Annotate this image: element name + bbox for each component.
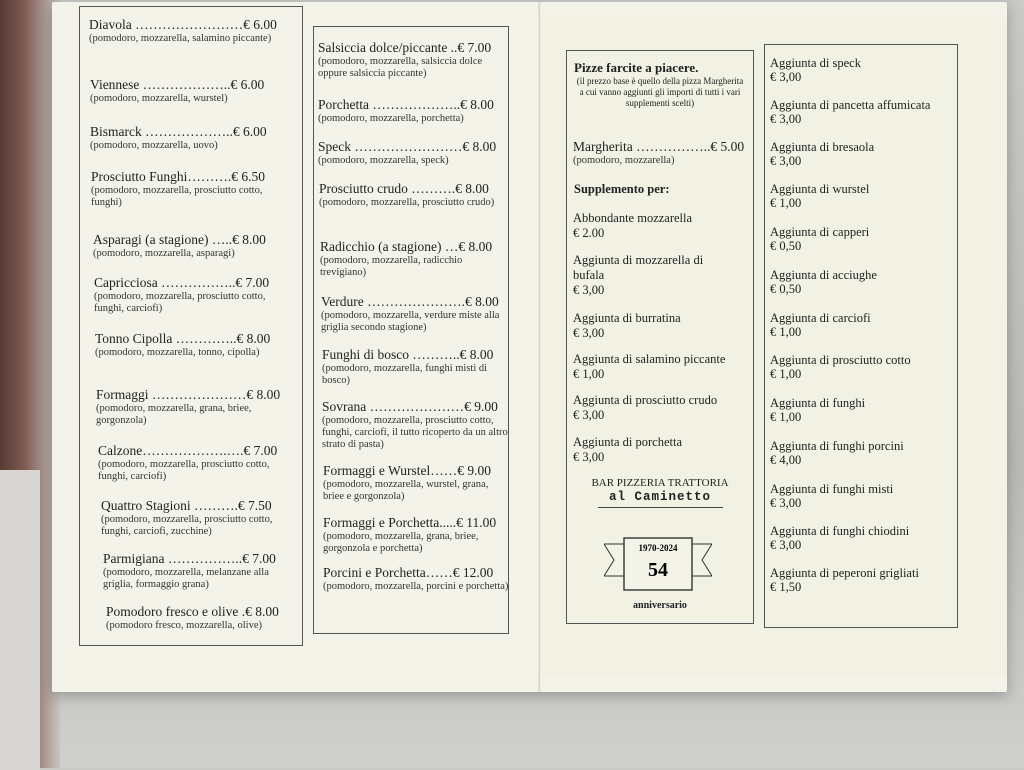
menu-item-name: Radicchio (a stagione) …€ 8.00 (320, 239, 493, 254)
addon-price: € 3,00 (770, 496, 802, 510)
menu-item (323, 515, 509, 555)
menu-item-desc: (pomodoro, mozzarella, melanzane alla griglia, formaggio grana) (103, 567, 269, 590)
addon-item (770, 182, 869, 210)
supplement-item (573, 253, 723, 298)
menu-item-name: Viennese ………………..€ 6.00 (90, 77, 265, 92)
menu-item-desc: (pomodoro, mozzarella, prosciutto cotto, funghi, carciofi, il tutto ricoperto da un altro strato di pasta) (322, 415, 508, 450)
supplement-name: Aggiunta di salamino piccante (573, 352, 726, 366)
addon-price: € 0,50 (770, 282, 802, 296)
menu-item-name: Diavola ……………………€ 6.00 (89, 17, 277, 32)
menu-item (319, 181, 505, 209)
addon-price: € 3,00 (770, 70, 802, 84)
menu-item (106, 604, 298, 632)
menu-item-desc: (pomodoro, mozzarella, verdure miste alla griglia secondo stagione) (321, 310, 500, 333)
menu-item-name: Tonno Cipolla …………..€ 8.00 (95, 331, 271, 346)
addon-name: Aggiunta di prosciutto cotto (770, 353, 911, 367)
menu-item (95, 331, 295, 359)
addon-name: Aggiunta di bresaola (770, 140, 875, 154)
addon-item (770, 56, 861, 84)
anniversary-label: anniversario (633, 600, 687, 611)
supplement-name: Abbondante mozzarella (573, 211, 693, 225)
supplement-price: € 3,00 (573, 450, 605, 464)
addon-name: Aggiunta di funghi porcini (770, 439, 904, 453)
menu-item-name: Parmigiana ……………..€ 7.00 (103, 551, 276, 566)
menu-item (573, 139, 749, 167)
addon-name: Aggiunta di capperi (770, 225, 870, 239)
addon-item (770, 140, 874, 168)
supplement-price: € 2.00 (573, 226, 605, 240)
supplement-price: € 1,00 (573, 367, 605, 381)
addon-item (770, 268, 877, 296)
menu-item-desc: (pomodoro, mozzarella, salamino piccante) (89, 33, 272, 44)
addon-price: € 3,00 (770, 112, 802, 126)
menu-item-desc: (pomodoro, mozzarella, prosciutto crudo) (319, 197, 495, 208)
menu-item-name: Calzone……………….….€ 7.00 (98, 443, 278, 458)
menu-item-desc: (pomodoro, mozzarella, grana, briee, gorgonzola) (96, 403, 252, 426)
supplement-name: Aggiunta di porchetta (573, 435, 682, 449)
menu-item-desc: (pomodoro, mozzarella, salsiccia dolce oppure salsiccia piccante) (318, 56, 483, 79)
menu-item (323, 565, 509, 593)
menu-item-name: Quattro Stagioni ……….€ 7.50 (101, 498, 272, 513)
menu-item-name: Asparagi (a stagione) …..€ 8.00 (93, 232, 266, 247)
menu-item-desc: (pomodoro, mozzarella, asparagi) (93, 248, 235, 259)
supplement-item (573, 393, 749, 423)
menu-item (318, 40, 504, 80)
farcite-title: Pizze farcite a piacere. (574, 60, 699, 75)
menu-item-desc: (pomodoro, mozzarella, prosciutto cotto, funghi, carciofi) (98, 459, 270, 482)
menu-item-name: Formaggi …………………€ 8.00 (96, 387, 281, 402)
menu-item-desc: (pomodoro, mozzarella, porchetta) (318, 113, 464, 124)
menu-item-desc: (pomodoro, mozzarella, tonno, cipolla) (95, 347, 260, 358)
menu-item-name: Sovrana …………………€ 9.00 (322, 399, 498, 414)
addon-price: € 1,00 (770, 325, 802, 339)
addon-item (770, 482, 893, 510)
addon-name: Aggiunta di acciughe (770, 268, 877, 282)
menu-item (322, 347, 508, 387)
supplement-item (573, 435, 749, 465)
restaurant-type: BAR PIZZERIA TRATTORIA (591, 477, 729, 489)
menu-item-name: Capricciosa ……………..€ 7.00 (94, 275, 270, 290)
menu-item-name: Prosciutto Funghi……….€ 6.50 (91, 169, 266, 184)
menu-item-name: Verdure ………………….€ 8.00 (321, 294, 499, 309)
addon-price: € 1,00 (770, 410, 802, 424)
menu-item-desc: (pomodoro, mozzarella, wurstel) (90, 93, 228, 104)
addon-name: Aggiunta di funghi misti (770, 482, 894, 496)
menu-item-desc: (pomodoro fresco, mozzarella, olive) (106, 620, 262, 631)
addon-price: € 1,50 (770, 580, 802, 594)
supplement-name: Aggiunta di mozzarella di bufala (573, 253, 704, 282)
menu-item-desc: (pomodoro, mozzarella, prosciutto cotto, funghi) (91, 185, 263, 208)
menu-item-name: Formaggi e Porchetta.....€ 11.00 (323, 515, 497, 530)
menu-item (93, 232, 293, 260)
menu-item (322, 399, 508, 451)
addon-item (770, 353, 911, 381)
menu-item-desc: (pomodoro, mozzarella, speck) (318, 155, 449, 166)
addon-item (770, 566, 919, 594)
menu-item-name: Pomodoro fresco e olive .€ 8.00 (106, 604, 279, 619)
addon-price: € 3,00 (770, 538, 802, 552)
menu-item (94, 275, 294, 315)
addon-price: € 4,00 (770, 453, 802, 467)
menu-item-name: Margherita ……………..€ 5.00 (573, 139, 745, 154)
addon-item (770, 439, 904, 467)
supplement-price: € 3,00 (573, 408, 605, 422)
menu-item-desc: (pomodoro, mozzarella, radicchio trevigiano) (320, 255, 463, 278)
menu-item (89, 17, 297, 45)
anniversary-number: 54 (648, 559, 668, 581)
addon-name: Aggiunta di pancetta affumicata (770, 98, 931, 112)
menu-item (91, 169, 291, 209)
menu-item (103, 551, 297, 591)
menu-item-name: Salsiccia dolce/piccante ..€ 7.00 (318, 40, 492, 55)
supplement-item (573, 352, 749, 382)
menu-item-name: Porcini e Porchetta……€ 12.00 (323, 565, 494, 580)
menu-item-desc: (pomodoro, mozzarella, porcini e porchetta) (323, 581, 509, 592)
addon-item (770, 396, 865, 424)
tablecloth-left-lower (0, 470, 40, 770)
addon-price: € 1,00 (770, 367, 802, 381)
menu-item-name: Funghi di bosco ………..€ 8.00 (322, 347, 494, 362)
menu-item-name: Prosciutto crudo ……….€ 8.00 (319, 181, 489, 196)
addon-name: Aggiunta di peperoni grigliati (770, 566, 919, 580)
menu-item (90, 124, 298, 152)
menu-item (323, 463, 509, 503)
menu-item-name: Bismarck ………………..€ 6.00 (90, 124, 267, 139)
addon-name: Aggiunta di wurstel (770, 182, 870, 196)
menu-item-desc: (pomodoro, mozzarella, grana, briee, gorgonzola e porchetta) (323, 531, 479, 554)
menu-item-desc: (pomodoro, mozzarella) (573, 155, 675, 166)
menu-item-desc: (pomodoro, mozzarella, wurstel, grana, briee e gorgonzola) (323, 479, 489, 502)
addon-name: Aggiunta di speck (770, 56, 861, 70)
addon-price: € 0,50 (770, 239, 802, 253)
anniversary-years: 1970-2024 (638, 543, 678, 553)
menu-item (318, 139, 504, 167)
supplement-item (573, 311, 749, 341)
addon-name: Aggiunta di carciofi (770, 311, 871, 325)
anniversary-banner-logo (604, 536, 712, 598)
supplement-price: € 3,00 (573, 326, 605, 340)
supplement-item (573, 211, 749, 241)
restaurant-block (572, 476, 748, 508)
menu-item (96, 387, 296, 427)
menu-item (98, 443, 296, 483)
addon-item (770, 98, 930, 126)
restaurant-name: al Caminetto (608, 490, 711, 504)
supplement-name: Aggiunta di burratina (573, 311, 681, 325)
addon-price: € 3,00 (770, 154, 802, 168)
addon-name: Aggiunta di funghi (770, 396, 866, 410)
addon-price: € 1,00 (770, 196, 802, 210)
menu-item (318, 97, 504, 125)
menu-item (90, 77, 298, 105)
addon-item (770, 524, 909, 552)
menu-item-name: Porchetta ………………..€ 8.00 (318, 97, 494, 112)
menu-item-desc: (pomodoro, mozzarella, prosciutto cotto, funghi, carciofi, zucchine) (101, 514, 273, 537)
addon-item (770, 225, 869, 253)
supplement-price: € 3,00 (573, 283, 605, 297)
restaurant-rule (598, 507, 723, 508)
menu-item (101, 498, 297, 538)
addon-name: Aggiunta di funghi chiodini (770, 524, 910, 538)
menu-item-desc: (pomodoro, mozzarella, funghi misti di bosco) (322, 363, 488, 386)
supplement-title: Supplemento per: (574, 182, 670, 196)
addon-item (770, 311, 871, 339)
supplement-name: Aggiunta di prosciutto crudo (573, 393, 718, 407)
menu-item-name: Speck ……………………€ 8.00 (318, 139, 497, 154)
menu-item-desc: (pomodoro, mozzarella, uovo) (90, 140, 218, 151)
menu-item (321, 294, 507, 334)
farcite-note: (il prezzo base è quello della pizza Margherita a cui vanno aggiunti gli importi di tutti i vari supplementi scelti) (576, 76, 744, 108)
menu-fold (538, 2, 541, 692)
menu-item-name: Formaggi e Wurstel……€ 9.00 (323, 463, 491, 478)
menu-item-desc: (pomodoro, mozzarella, prosciutto cotto, funghi, carciofi) (94, 291, 266, 314)
menu-item (320, 239, 506, 279)
